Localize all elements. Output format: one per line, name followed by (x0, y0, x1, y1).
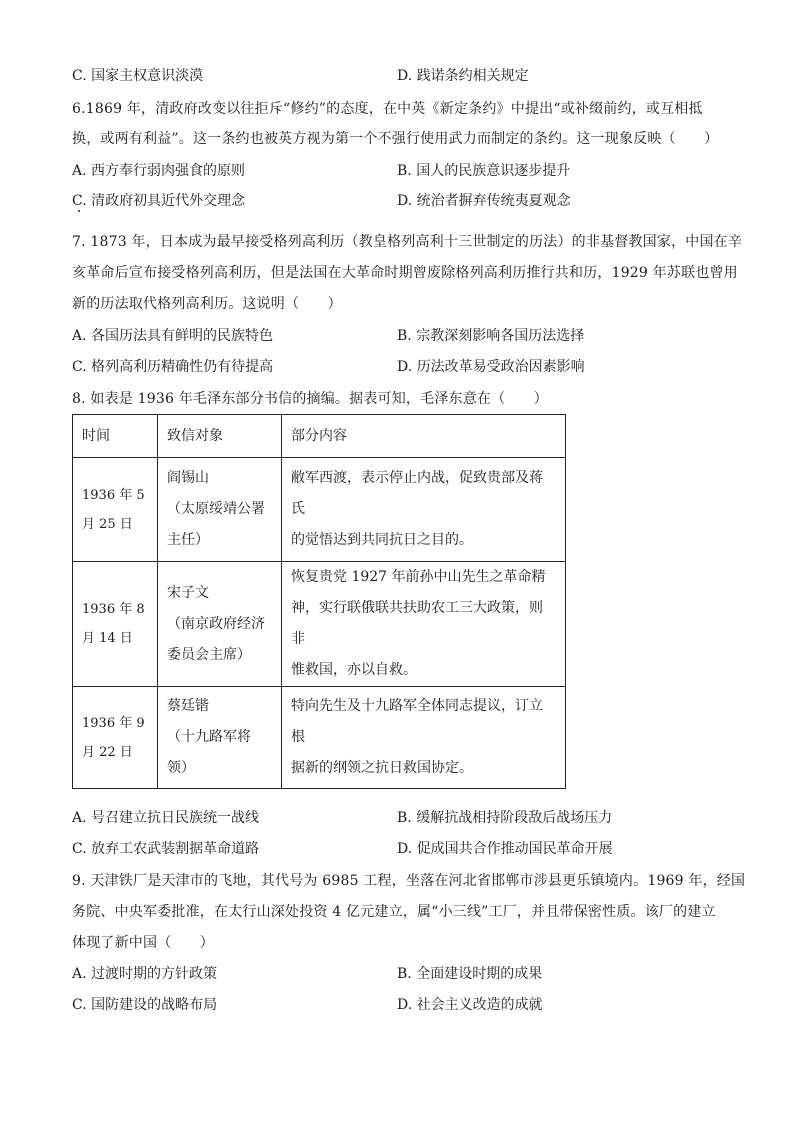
date-line: 1936 年 9 (82, 715, 145, 731)
q9-option-b: B. 全面建设时期的成果 (397, 966, 543, 982)
table-row (73, 458, 566, 562)
content-line: 据新的纲领之抗日救国协定。 (291, 760, 473, 776)
q7-stem-line-2: 亥革命后宣布接受格列高利历，但是法国在大革命时期曾废除格列高利历推行共和历，1929 年苏联也曾用 (72, 265, 738, 281)
q6-stem-line-2: 换，或两有利益”。这一条约也被英方视为第一个不强行使用武力而制定的条约。这一现象反映（ ） (72, 131, 719, 147)
recipient-line: 主任） (167, 532, 209, 548)
q5-option-d: D. 践诺条约相关规定 (397, 68, 529, 84)
content-line: 惟救国，亦以自救。 (291, 662, 417, 678)
content-line: 恢复贵党 1927 年前孙中山先生之革命精 (291, 569, 546, 585)
content-line: 神，实行联俄联共扶助农工三大政策，则非 (291, 600, 543, 647)
q6-stem-line-1: 6.1869 年，清政府改变以往拒斥“修约”的态度，在中英《新定条约》中提出“或补缀前约，或互相抵 (72, 101, 703, 117)
table-row (73, 562, 566, 687)
recipient-line: （南京政府经济 (167, 615, 265, 632)
q7-stem-line-3: 新的历法取代格列高利历。这说明（ ） (72, 296, 342, 312)
q5-option-c: C. 国家主权意识淡漠 (72, 68, 204, 84)
q8-option-a: A. 号召建立抗日民族统一战线 (72, 810, 260, 826)
table-row (73, 687, 566, 789)
q7-option-b: B. 宗教深刻影响各国历法选择 (397, 328, 585, 344)
recipient-line: （太原绥靖公署 (167, 501, 265, 517)
recipient-line: 领） (167, 760, 195, 776)
q8-option-b: B. 缓解抗战相持阶段敌后战场压力 (397, 810, 613, 826)
date-line: 1936 年 8 (82, 602, 145, 617)
content-line: 特向先生及十九路军全体同志提议，订立根 (291, 698, 543, 745)
q7-option-c: C. 格列高利历精确性仍有待提高 (72, 359, 274, 375)
date-line: 1936 年 5 (82, 487, 145, 503)
row-content (282, 562, 566, 687)
date-line: 月 14 日 (82, 631, 133, 646)
recipient-line: 阎锡山 (167, 470, 209, 486)
q9-stem-line-3: 体现了新中国（ ） (72, 935, 214, 951)
table-header-row (73, 415, 566, 458)
row-content (282, 687, 566, 789)
recipient-line: 蔡廷锴 (167, 698, 209, 714)
q9-stem-line-1: 9. 天津铁厂是天津市的飞地，其代号为 6985 工程，坐落在河北省邯郸市涉县更乐镇境内。1969 年，经国 (72, 873, 746, 889)
row-recipient (158, 458, 282, 562)
mao-letters-table (72, 414, 566, 789)
content-line: 敝军西渡，表示停止内战，促致贵部及蒋氏 (291, 470, 543, 517)
row-content (282, 458, 566, 562)
q9-option-c: C. 国防建设的战略布局 (72, 997, 218, 1013)
content-line: 的觉悟达到共同抗日之目的。 (291, 532, 473, 548)
row-date (73, 562, 158, 687)
q8-option-d: D. 促成国共合作推动国民革命开展 (397, 841, 613, 857)
header-time: 时间 (73, 415, 158, 458)
q6-option-b: B. 国人的民族意识逐步提升 (397, 163, 571, 179)
q7-option-d: D. 历法改革易受政治因素影响 (397, 359, 585, 375)
header-recipient: 致信对象 (158, 415, 282, 458)
q8-stem: 8. 如表是 1936 年毛泽东部分书信的摘编。据表可知，毛泽东意在（ ） (72, 391, 548, 407)
q6-option-c: C. 清政府初具近代外交理念 (72, 193, 246, 209)
date-line: 月 22 日 (82, 744, 133, 760)
row-date (73, 458, 158, 562)
q9-stem-line-2: 务院、中央军委批准，在太行山深处投资 4 亿元建立，属“小三线”工厂，并且带保密性质。该厂的建立 (72, 904, 716, 920)
q8-option-c: C. 放弃工农武装割据革命道路 (72, 841, 260, 857)
q9-option-d: D. 社会主义改造的成就 (397, 997, 543, 1013)
recipient-line: 委员会主席） (167, 646, 251, 663)
recipient-line: （十九路军将 (167, 729, 251, 745)
q6-option-a: A. 西方奉行弱肉强食的原则 (72, 163, 246, 179)
stray-dot-mark (78, 210, 80, 212)
q7-stem-line-1: 7. 1873 年，日本成为最早接受格列高利历（教皇格列高利十三世制定的历法）的非基督教国家，中国在辛 (72, 234, 743, 250)
q7-option-a: A. 各国历法具有鲜明的民族特色 (72, 328, 274, 344)
row-recipient (158, 562, 282, 687)
recipient-line: 宋子文 (167, 584, 209, 601)
q9-option-a: A. 过渡时期的方针政策 (72, 966, 218, 982)
row-date (73, 687, 158, 789)
date-line: 月 25 日 (82, 516, 133, 532)
header-content: 部分内容 (282, 415, 566, 458)
q6-option-d: D. 统治者摒弃传统夷夏观念 (397, 193, 571, 209)
row-recipient (158, 687, 282, 789)
